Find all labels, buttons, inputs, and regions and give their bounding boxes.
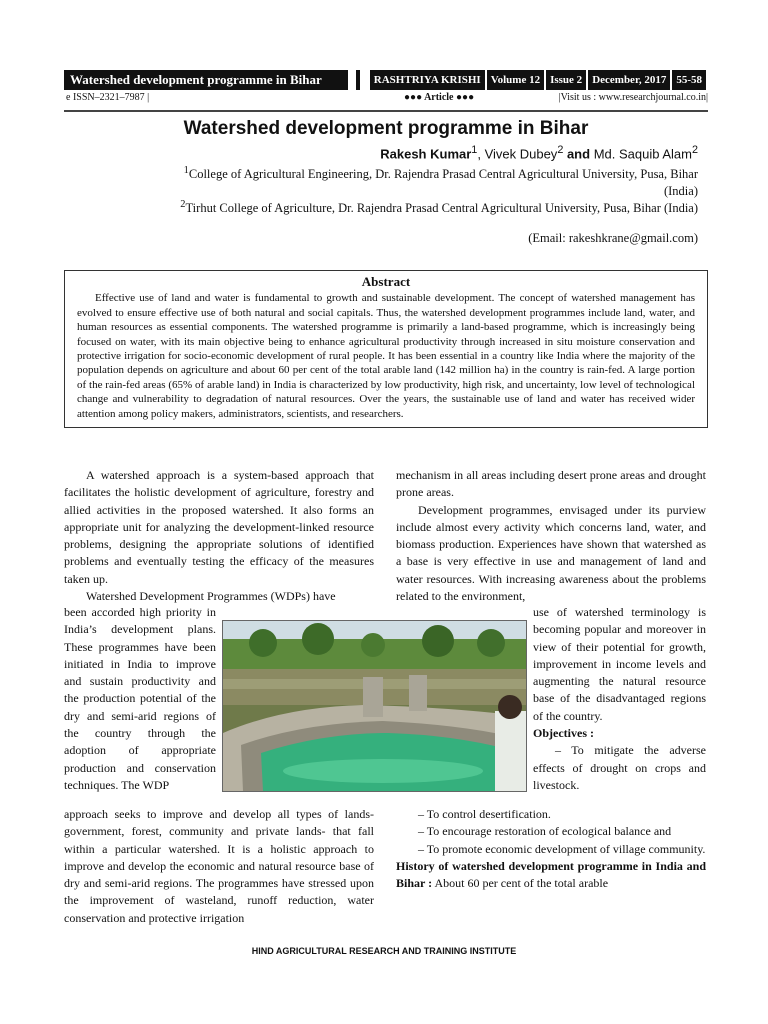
author-1-sup: 1 — [471, 144, 478, 156]
author-3-sup: 2 — [691, 144, 698, 156]
paper-title: Watershed development programme in Bihar — [183, 118, 589, 139]
journal-website: |Visit us : www.researchjournal.co.in| — [558, 92, 708, 103]
paragraph-terminology: use of watershed terminology is becoming popular and moreover in view of their potential for growth, improvement in income levels and augmenting the natural resource base of the disadvantaged regions of the country. — [533, 605, 706, 723]
author-list — [380, 144, 698, 161]
paragraph-wdp-start: Watershed Development Programmes (WDPs) have — [86, 589, 336, 604]
body-column-left-bottom — [64, 806, 374, 927]
paragraph-wdp-wrap: been accorded high priority in India’s development plans. These programmes have been initiated in India to improve and sustain productivity and the production potential of the dry and semi-arid regions of the country through the adoption of appropriate production and conservation techniques. The WDP — [64, 605, 216, 792]
body-column-left-wrap — [64, 604, 216, 794]
paragraph-intro: A watershed approach is a system-based approach that facilitates the holistic development of agriculture, forestry and allied activities in the proposed watershed. It also forms an appropriate unit for analyzing the development-linked resource problems, designing the appropriate solutions of identified problems and eventually testing the efficacy of the measures taken up. — [64, 468, 374, 586]
author-2: Vivek Dubey — [484, 146, 558, 162]
author-1: Rakesh Kumar — [380, 146, 472, 162]
objective-4: – To promote economic development of village community. — [418, 841, 706, 856]
running-title: Watershed development programme in Bihar — [64, 70, 348, 90]
issn: e ISSN–2321–7987 | — [66, 92, 150, 103]
author-3: Md. Saquib Alam — [593, 146, 692, 162]
header-divider — [356, 70, 360, 90]
objective-2: – To control desertification. — [418, 807, 551, 821]
affiliation-2-sup: 2 — [180, 199, 186, 210]
body-column-left-top — [64, 467, 374, 605]
article-label: ●●● Article ●●● — [404, 92, 475, 103]
photo-illustration — [223, 621, 526, 791]
journal-volume: Volume 12 — [487, 70, 544, 90]
history-text: About 60 per cent of the total arable — [432, 876, 609, 891]
journal-name: RASHTRIYA KRISHI — [370, 70, 485, 90]
author-sep: , — [477, 146, 485, 162]
affiliation-2 — [178, 196, 698, 217]
watershed-pond-photo — [222, 620, 527, 792]
header-subline — [64, 92, 708, 106]
abstract-box — [64, 270, 708, 428]
author-2-sup: 2 — [557, 144, 564, 156]
author-and: and — [563, 146, 594, 162]
paragraph-mechanism: mechanism in all areas including desert prone areas and drought prone areas. — [396, 468, 706, 500]
history-heading: History of watershed development programme in India and Bihar : — [396, 858, 706, 891]
journal-header — [64, 70, 708, 90]
paragraph-wdp-cont: approach seeks to improve and develop all types of lands-government, forest, community and private lands- that fall within a particular watershed. It is a holistic approach to improve and develop the economic and natural resource base of dry and semi-arid regions. The programmes have stressed upon the improvement of wasteland, runoff reduction, water conservation and protective irrigation — [64, 807, 374, 925]
abstract-heading: Abstract — [361, 274, 411, 289]
page-range: 55-58 — [672, 70, 706, 90]
affiliation-1 — [178, 162, 698, 200]
body-column-right-wrap — [533, 604, 706, 794]
affiliation-1-sup: 1 — [183, 165, 189, 176]
author-email: (Email: rakeshkrane@gmail.com) — [528, 231, 698, 245]
objective-1: – To mitigate the adverse effects of drought on crops and livestock. — [533, 743, 706, 792]
body-column-right-bottom — [396, 806, 706, 892]
journal-issue: Issue 2 — [546, 70, 586, 90]
journal-meta — [370, 70, 708, 90]
affiliation-1-text: College of Agricultural Engineering, Dr. Rajendra Prasad Central Agricultural University, Pusa, Bihar (India) — [188, 167, 698, 199]
header-rule — [64, 110, 708, 112]
history-paragraph — [396, 858, 706, 893]
paragraph-development: Development programmes, envisaged under its purview include almost every activity which concerns land, water, and biomass production. Experiences have shown that watershed as a base is very effective in use and management of land and water resources. With increasing awareness about the problems related to the environment, — [396, 502, 706, 604]
objectives-heading: Objectives : — [533, 726, 594, 741]
affiliation-2-text: Tirhut College of Agriculture, Dr. Rajendra Prasad Central Agricultural University, Pusa, Bihar (India) — [185, 201, 698, 216]
publisher-footer: HIND AGRICULTURAL RESEARCH AND TRAINING INSTITUTE — [251, 946, 517, 956]
body-column-right-top — [396, 467, 706, 605]
journal-date: December, 2017 — [588, 70, 670, 90]
objective-3: – To encourage restoration of ecological balance and — [418, 824, 672, 839]
abstract-text: Effective use of land and water is fundamental to growth and sustainable development. The concept of watershed management has evolved to ensure effective use of both natural and social capitals. Thus, the watershed development programmes include land, water, and human resources as essential components. The watershed programme is primarily a land-based programme, which is increasingly being focused on water, with its main objective being to enhance agricultural productivity through increased in situ moisture conservation and protective irrigation for socio-economic development of rural people. It has been essential in a country like India where the majority of the population depends on agriculture and about 60 per cent of the total arable land (142 million ha) in the country is rain-fed. A large portion of the rain-fed areas (65% of arable land) in India is characterized by low productivity, high risk, and uncertainty, low level of technological change and vulnerability to degradation of natural resources. Over the years, the sustainable use of land and water has received wider attention among policy makers, administrators, scientists, and researchers. — [77, 292, 695, 420]
